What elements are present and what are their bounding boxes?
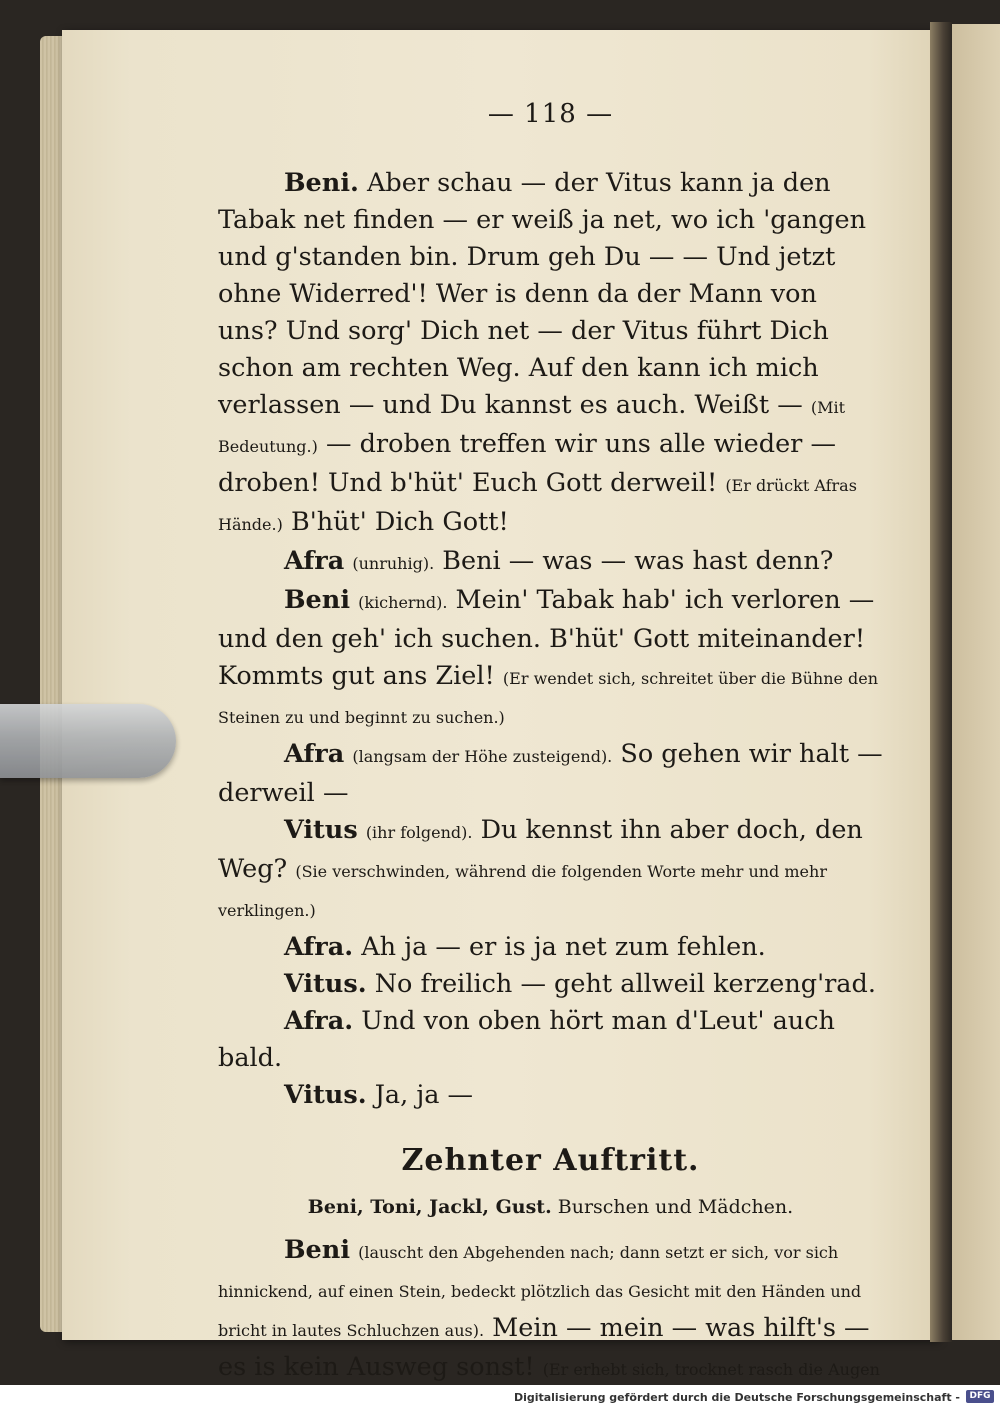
credit-text: Digitalisierung gefördert durch die Deutsche Forschungsgemeinschaft - [513,1391,960,1404]
dialogue-line [218,929,883,966]
page-text [218,96,883,1385]
dialogue-line [218,736,883,812]
stage-direction: (Er erhebt sich, trocknet rasch die Augen [542,1360,880,1379]
dialogue-text: — droben treffen wir uns alle wieder — droben! Und b'hüt' Euch Gott derweil! [218,429,836,498]
book-gutter [930,22,952,1342]
speaker-name: Vitus. [284,969,367,999]
dialogue-line [218,966,883,1003]
scene-cast [218,1189,883,1226]
dialogue-line [218,1232,883,1385]
stage-direction: (Mit Bedeutung.) [218,398,846,456]
speaker-name: Afra. [284,1006,354,1036]
cast-extras: Burschen und Mädchen. [557,1196,794,1218]
scene-heading: Zehnter Auftritt. [401,1143,700,1178]
speaker-name: Vitus [284,815,358,845]
dialogue-text: Mein — mein — was hilft's — es is kein Ausweg sonst! [218,1313,870,1382]
next-page-edge [952,24,1000,1340]
speaker-name: Beni. [284,168,359,198]
dialogue-line [218,1077,883,1114]
speaker-name: Afra. [284,932,354,962]
dialogue-text: Ja, ja — [374,1080,474,1110]
stage-direction: (langsam der Höhe zusteigend). [352,747,613,766]
speaker-name: Beni [284,585,351,615]
dialogue-line [218,543,883,582]
dialogue-text: Mein' Tabak hab' ich verloren — und den geh' ich suchen. B'hüt' Gott miteinander! Kommts gut ans Ziel! [218,585,875,691]
stage-direction: (Sie verschwinden, während die folgenden Worte mehr und mehr verklingen.) [218,862,827,920]
cast-names: Beni, Toni, Jackl, Gust. [307,1196,552,1218]
dialogue-text: Aber schau — der Vitus kann ja den Tabak net finden — er weiß ja net, wo ich 'gangen und g'standen bin. Drum geh Du — — Und jetzt ohne Widerred'! Wer is denn da der Mann von uns? Und sorg' Dich net — der Vitus führt Dich schon am rechten Weg. Auf den kann ich mich verlassen — und Du kannst es auch. Weißt — [218,168,866,420]
credit-bar [0,1385,1000,1409]
stage-direction: (kichernd). [358,593,448,612]
dialogue-line [218,165,883,543]
dialogue-text: Ah ja — er is ja net zum fehlen. [361,932,766,962]
dialogue-text: B'hüt' Dich Gott! [290,507,509,537]
dfg-logo: DFG [966,1390,994,1403]
speaker-name: Beni [284,1235,351,1265]
dialogue-text: No freilich — geht allweil kerzeng'rad. [374,969,876,999]
stage-direction: (unruhig). [352,554,435,573]
dialogue-text: Beni — was — was hast denn? [442,546,834,576]
dialogue-text: Und von oben hört man d'Leut' auch bald. [218,1006,835,1073]
stage-direction: (lauscht den Abgehenden nach; dann setzt er sich, vor sich hinnickend, auf einen Stein, bedeckt plötzlich das Gesicht mit den Händen und bricht in lautes Schluchzen aus). [218,1243,862,1340]
stage-direction: (Er drückt Afras Hände.) [218,476,857,534]
speaker-name: Afra [284,739,345,769]
speaker-name: Afra [284,546,345,576]
dialogue-text: Du kennst ihn aber doch, den Weg? [218,815,863,884]
page-clip [0,704,176,778]
dialogue-line [218,582,883,736]
dialogue-text: So gehen wir halt — derweil — [218,739,883,808]
dialogue-line [218,1003,883,1077]
speaker-name: Vitus. [284,1080,367,1110]
stage-direction: (Er wendet sich, schreitet über die Bühne den Steinen zu und beginnt zu suchen.) [218,669,879,727]
stage-direction: (ihr folgend). [365,823,473,842]
dialogue-line [218,812,883,929]
page-number: — 118 — [487,99,614,129]
